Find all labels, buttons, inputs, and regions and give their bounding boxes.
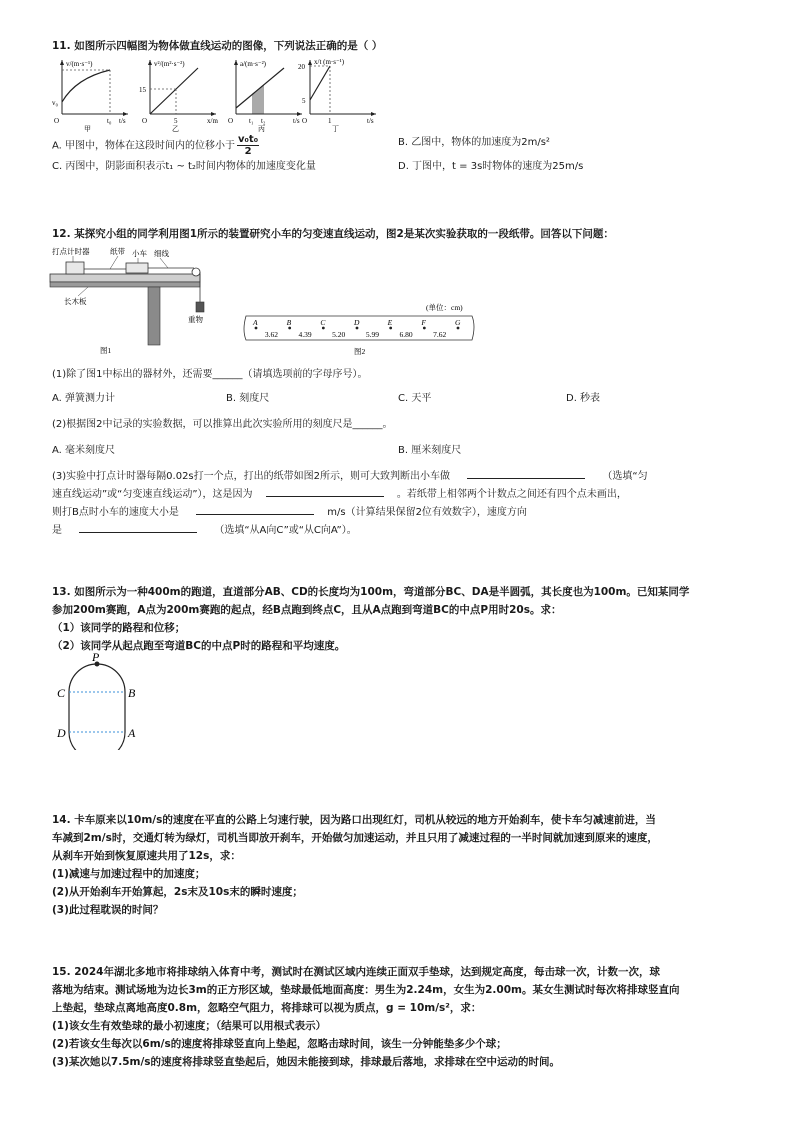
jia-caption: 甲 [84,125,91,132]
tape-point-f [423,327,426,330]
q13-line-2: 参加200m赛跑，A点为200m赛跑的起点，经B点跑到终点C，且从A点跑到弯道BC的中点P用时20s。求： [52,604,562,616]
q11-graph-jia [48,56,134,132]
q15-line-2: 落地为结束。测试场地为边长3m的正方形区域，垫球最低地面高度：男生为2.24m，女生为2.00m。某女生测试时每次将排球竖直向 [52,984,680,996]
ding-ylabel: x/t (m·s⁻¹) [314,58,345,66]
track-label-a: A [128,726,136,740]
q11-graph-ding [296,56,382,132]
tape-label-c: C [320,318,326,327]
label-string: 细线 [154,249,169,258]
q12-p3-l4a: 是 [52,525,62,536]
q11-option-a-text: A. 甲图中，物体在这段时间内的位移小于 [52,140,236,152]
label-fig1-caption: 图1 [100,346,112,355]
q12-p2-option-a: A. 毫米刻度尺 [52,445,116,456]
label-weight: 重物 [188,315,203,324]
jia-t0: t₀ [107,117,112,125]
q11-option-b: B. 乙图中，物体的加速度为2m/s² [398,137,550,148]
yi-origin: O [142,117,148,125]
q12-p3-l3a: 则打B点时小车的速度大小是 [52,507,179,518]
bing-t2: t₂ [261,117,266,125]
q12-p1-option-a: A. 弹簧测力计 [52,393,116,404]
q11-option-d: D. 丁图中，t = 3s时物体的速度为25m/s [398,161,584,172]
frac-num: v₀t₀ [238,134,259,145]
bing-t1: t₁ [249,117,254,125]
q14-sub-1: (1)减速与加速过程中的加速度； [52,868,206,880]
tape-label-d: D [354,318,360,327]
yi-tick-x: 5 [174,117,178,125]
jia-origin: O [54,117,60,125]
tape-label-e: E [387,318,393,327]
tape-unit: (单位：cm) [426,303,463,312]
q13-sub-1: （1）该同学的路程和位移； [52,622,186,634]
q11-option-a [52,134,259,157]
tape-point-a [255,327,258,330]
tape-point-g [457,327,460,330]
bing-caption: 丙 [258,125,265,132]
tape-distance-5: 7.62 [433,330,447,339]
tape-point-c [322,327,325,330]
q12-blank-reason[interactable] [266,485,384,497]
q12-p3-l3b: m/s（计算结果保留2位有效数字），速度方向 [327,507,527,518]
q12-p3-l2a: 速直线运动”或“匀变速直线运动”），这是因为 [52,489,253,500]
tape-distance-4: 6.80 [399,330,413,339]
yi-ylabel: v²/(m²·s⁻²) [154,60,185,68]
label-cart: 小车 [132,249,147,258]
q15-sub-1: (1)该女生有效垫球的最小初速度；（结果可以用根式表示） [52,1020,327,1032]
q11-option-c: C. 丙图中，阴影面积表示t₁ ~ t₂时间内物体的加速度变化量 [52,161,316,172]
bing-origin: O [228,117,234,125]
tape-distance-2: 5.20 [332,330,346,339]
q12-p1-option-d: D. 秒表 [566,393,601,404]
jia-v0: v₀ [52,99,58,107]
track-label-b: B [128,686,136,700]
q11-graph-yi [136,56,222,132]
q11-stem: 11. 如图所示四幅图为物体做直线运动的图像，下列说法正确的是（ ） [52,40,383,52]
tape-point-b [288,327,291,330]
label-board: 长木板 [64,297,87,306]
q12-part-2: (2)根据图2中记录的实验数据，可以推算出此次实验所用的刻度尺是______。 [52,419,393,430]
q13-track-figure [52,650,142,750]
track-label-c: C [57,686,66,700]
ding-tick-mid: 5 [302,97,306,105]
q15-line-3: 上垫起，垫球点离地高度0.8m，忽略空气阻力，将排球可以视为质点，g = 10m/s²，求： [52,1002,482,1014]
q12-p3-l1a: (3)实验中打点计时器每隔0.02s打一个点，打出的纸带如图2所示，则可大致判断出小车做 [52,471,451,482]
ding-caption: 丁 [332,125,339,132]
q12-figure-2 [240,300,480,358]
tape-label-g: G [455,318,461,327]
q12-p3-l1b: （选填“匀 [602,471,648,482]
tape-distance-1: 4.39 [298,330,312,339]
q12-part-1: (1)除了图1中标出的器材外，还需要______（请填选项前的字母序号）。 [52,369,368,380]
label-tape: 纸带 [110,247,125,256]
q12-figure-1 [48,244,218,358]
q15-line-1: 15. 2024年湖北多地市将排球纳入体育中考，测试时在测试区域内连续正面双手垫球，达到规定高度，每击球一次，计数一次，球 [52,966,660,978]
frac-den: 2 [244,146,252,157]
tape-distance-0: 3.62 [264,330,278,339]
q15-sub-3: (3)某次她以7.5m/s的速度将排球竖直垫起后，她因未能接到球，排球最后落地，求排球在空中运动的时间。 [52,1056,561,1068]
label-timer: 打点计时器 [52,247,90,256]
tape-point-d [356,327,359,330]
q14-sub-3: (3)此过程耽误的时间？ [52,904,164,916]
q14-sub-2: (2)从开始刹车开始算起，2s末及10s末的瞬时速度； [52,886,303,898]
tape-distance-3: 5.99 [365,330,379,339]
jia-ylabel: v/(m·s⁻¹) [66,60,93,68]
q12-part-3-line2 [52,485,627,503]
tape-label-b: B [286,318,292,327]
track-label-d: D [57,726,66,740]
q13-line-1: 13. 如图所示为一种400m的跑道，直道部分AB、CD的长度均为100m，弯道部分BC、DA是半圆弧，其长度也为100m。已知某同学 [52,586,690,598]
ding-x: t/s [367,117,374,125]
q12-p2-option-b: B. 厘米刻度尺 [398,445,462,456]
q14-line-2: 车减到2m/s时，交通灯转为绿灯，司机当即放开刹车，开始做匀加速运动，并且只用了减速过程的一半时间就加速到原来的速度， [52,832,658,844]
q11-option-a-fraction [237,134,259,157]
q15-sub-2: (2)若该女生每次以6m/s的速度将排球竖直向上垫起，忽略击球时间，该生一分钟能垫多少个球； [52,1038,507,1050]
q12-p3-l4b: （选填“从A向C”或“从C向A”）。 [214,525,357,536]
bing-ylabel: a/(m·s⁻²) [240,60,267,68]
q12-blank-direction[interactable] [79,521,197,533]
q12-p1-option-c: C. 天平 [398,393,432,404]
yi-tick-y: 15 [139,86,146,94]
jia-x: t/s [119,117,126,125]
q12-part-3-line4 [52,521,357,539]
bing-x: t/s [293,117,300,125]
q14-line-3: 从刹车开始到恢复原速共用了12s，求： [52,850,241,862]
q12-part-3-line1 [52,467,648,485]
yi-caption: 乙 [172,125,179,132]
q12-blank-speed[interactable] [196,503,314,515]
tape-label-f: F [421,318,426,327]
q12-stem: 12. 某探究小组的同学利用图1所示的装置研究小车的匀变速直线运动，图2是某次实验获取的一段纸带。回答以下问题： [52,228,614,240]
tape-label-a: A [253,318,258,327]
tape-caption: 图2 [354,347,366,356]
yi-x: x/m [207,117,218,125]
tape-point-e [389,327,392,330]
q12-blank-motion[interactable] [467,467,585,479]
q12-p1-option-b: B. 刻度尺 [226,393,270,404]
q12-part-3-line3 [52,503,527,521]
ding-tick-top: 20 [298,63,305,71]
ding-origin: O [302,117,308,125]
q13-sub-2: （2）该同学从起点跑至弯道BC的中点P时的路程和平均速度。 [52,640,346,652]
ding-tick-x: 1 [328,117,332,125]
q12-p3-l2b: 。若纸带上相邻两个计数点之间还有四个点未画出， [396,489,627,500]
track-label-p: P [92,650,100,664]
q14-line-1: 14. 卡车原来以10m/s的速度在平直的公路上匀速行驶，因为路口出现红灯，司机从较远的地方开始刹车，使卡车匀减速前进，当 [52,814,656,826]
